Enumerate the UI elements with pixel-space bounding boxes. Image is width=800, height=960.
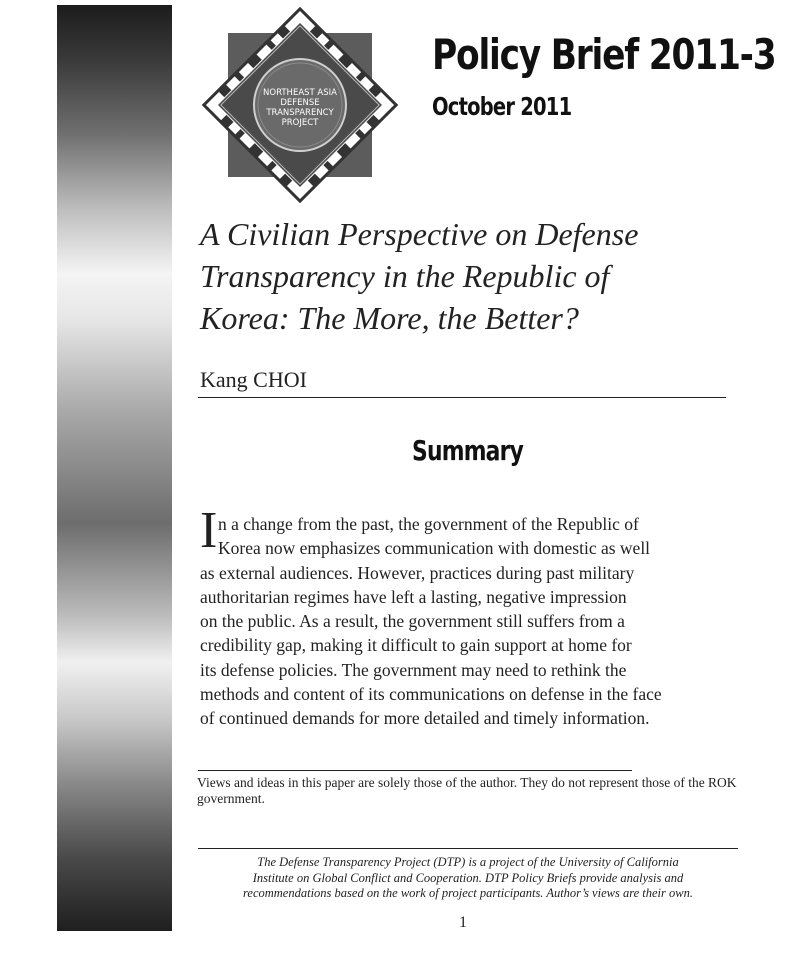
policy-brief-title: Policy Brief 2011-3 [432, 30, 776, 79]
author-name: Kang CHOI [200, 367, 307, 392]
summary-line: authoritarian regimes have left a lasting, negative impression [200, 586, 627, 607]
policy-brief-date: October 2011 [432, 92, 572, 121]
footer-line: The Defense Transparency Project (DTP) is a project of the University of California [257, 855, 679, 869]
page-number: 1 [459, 914, 467, 931]
logo-text-line-4: PROJECT [281, 118, 319, 128]
ndtp-logo [200, 5, 400, 205]
title-divider [198, 397, 726, 398]
summary-line: as external audiences. However, practices during past military [200, 562, 635, 583]
summary-line: its defense policies. The government may need to rethink the [200, 659, 627, 680]
logo-text-line-2: DEFENSE [280, 98, 320, 108]
summary-line: of continued demands for more detailed and timely information. [200, 708, 650, 729]
summary-line: credibility gap, making it difficult to gain support at home for [200, 635, 632, 656]
disclaimer-divider [198, 770, 632, 771]
summary-line: on the public. As a result, the government still suffers from a [200, 611, 625, 632]
footer-divider [198, 848, 738, 849]
article-title [200, 213, 720, 339]
summary-line: n a change from the past, the government of the Republic of [218, 514, 639, 534]
author-disclaimer: Views and ideas in this paper are solely those of the author. They do not represent those of the ROK government. [197, 775, 737, 806]
footer-line: recommendations based on the work of project participants. Author’s views are their own. [243, 886, 693, 900]
summary-line: Korea now emphasizes communication with domestic as well [218, 538, 651, 559]
decorative-gradient-sidebar [57, 5, 172, 931]
article-title-line: Transparency in the Republic of [200, 258, 610, 294]
drop-cap: I [200, 502, 218, 559]
footer-line: Institute on Global Conflict and Cooperation. DTP Policy Briefs provide analysis and [252, 870, 684, 885]
summary-paragraph [200, 512, 700, 731]
project-footer [200, 855, 736, 902]
logo-text-line-3: TRANSPARENCY [266, 108, 334, 118]
summary-heading: Summary [412, 434, 524, 467]
article-title-line: A Civilian Perspective on Defense [200, 216, 639, 252]
article-title-line: Korea: The More, the Better? [200, 300, 579, 336]
summary-line: methods and content of its communications on defense in the face [200, 684, 662, 705]
logo-text-line-1: NORTHEAST ASIA [263, 88, 337, 98]
